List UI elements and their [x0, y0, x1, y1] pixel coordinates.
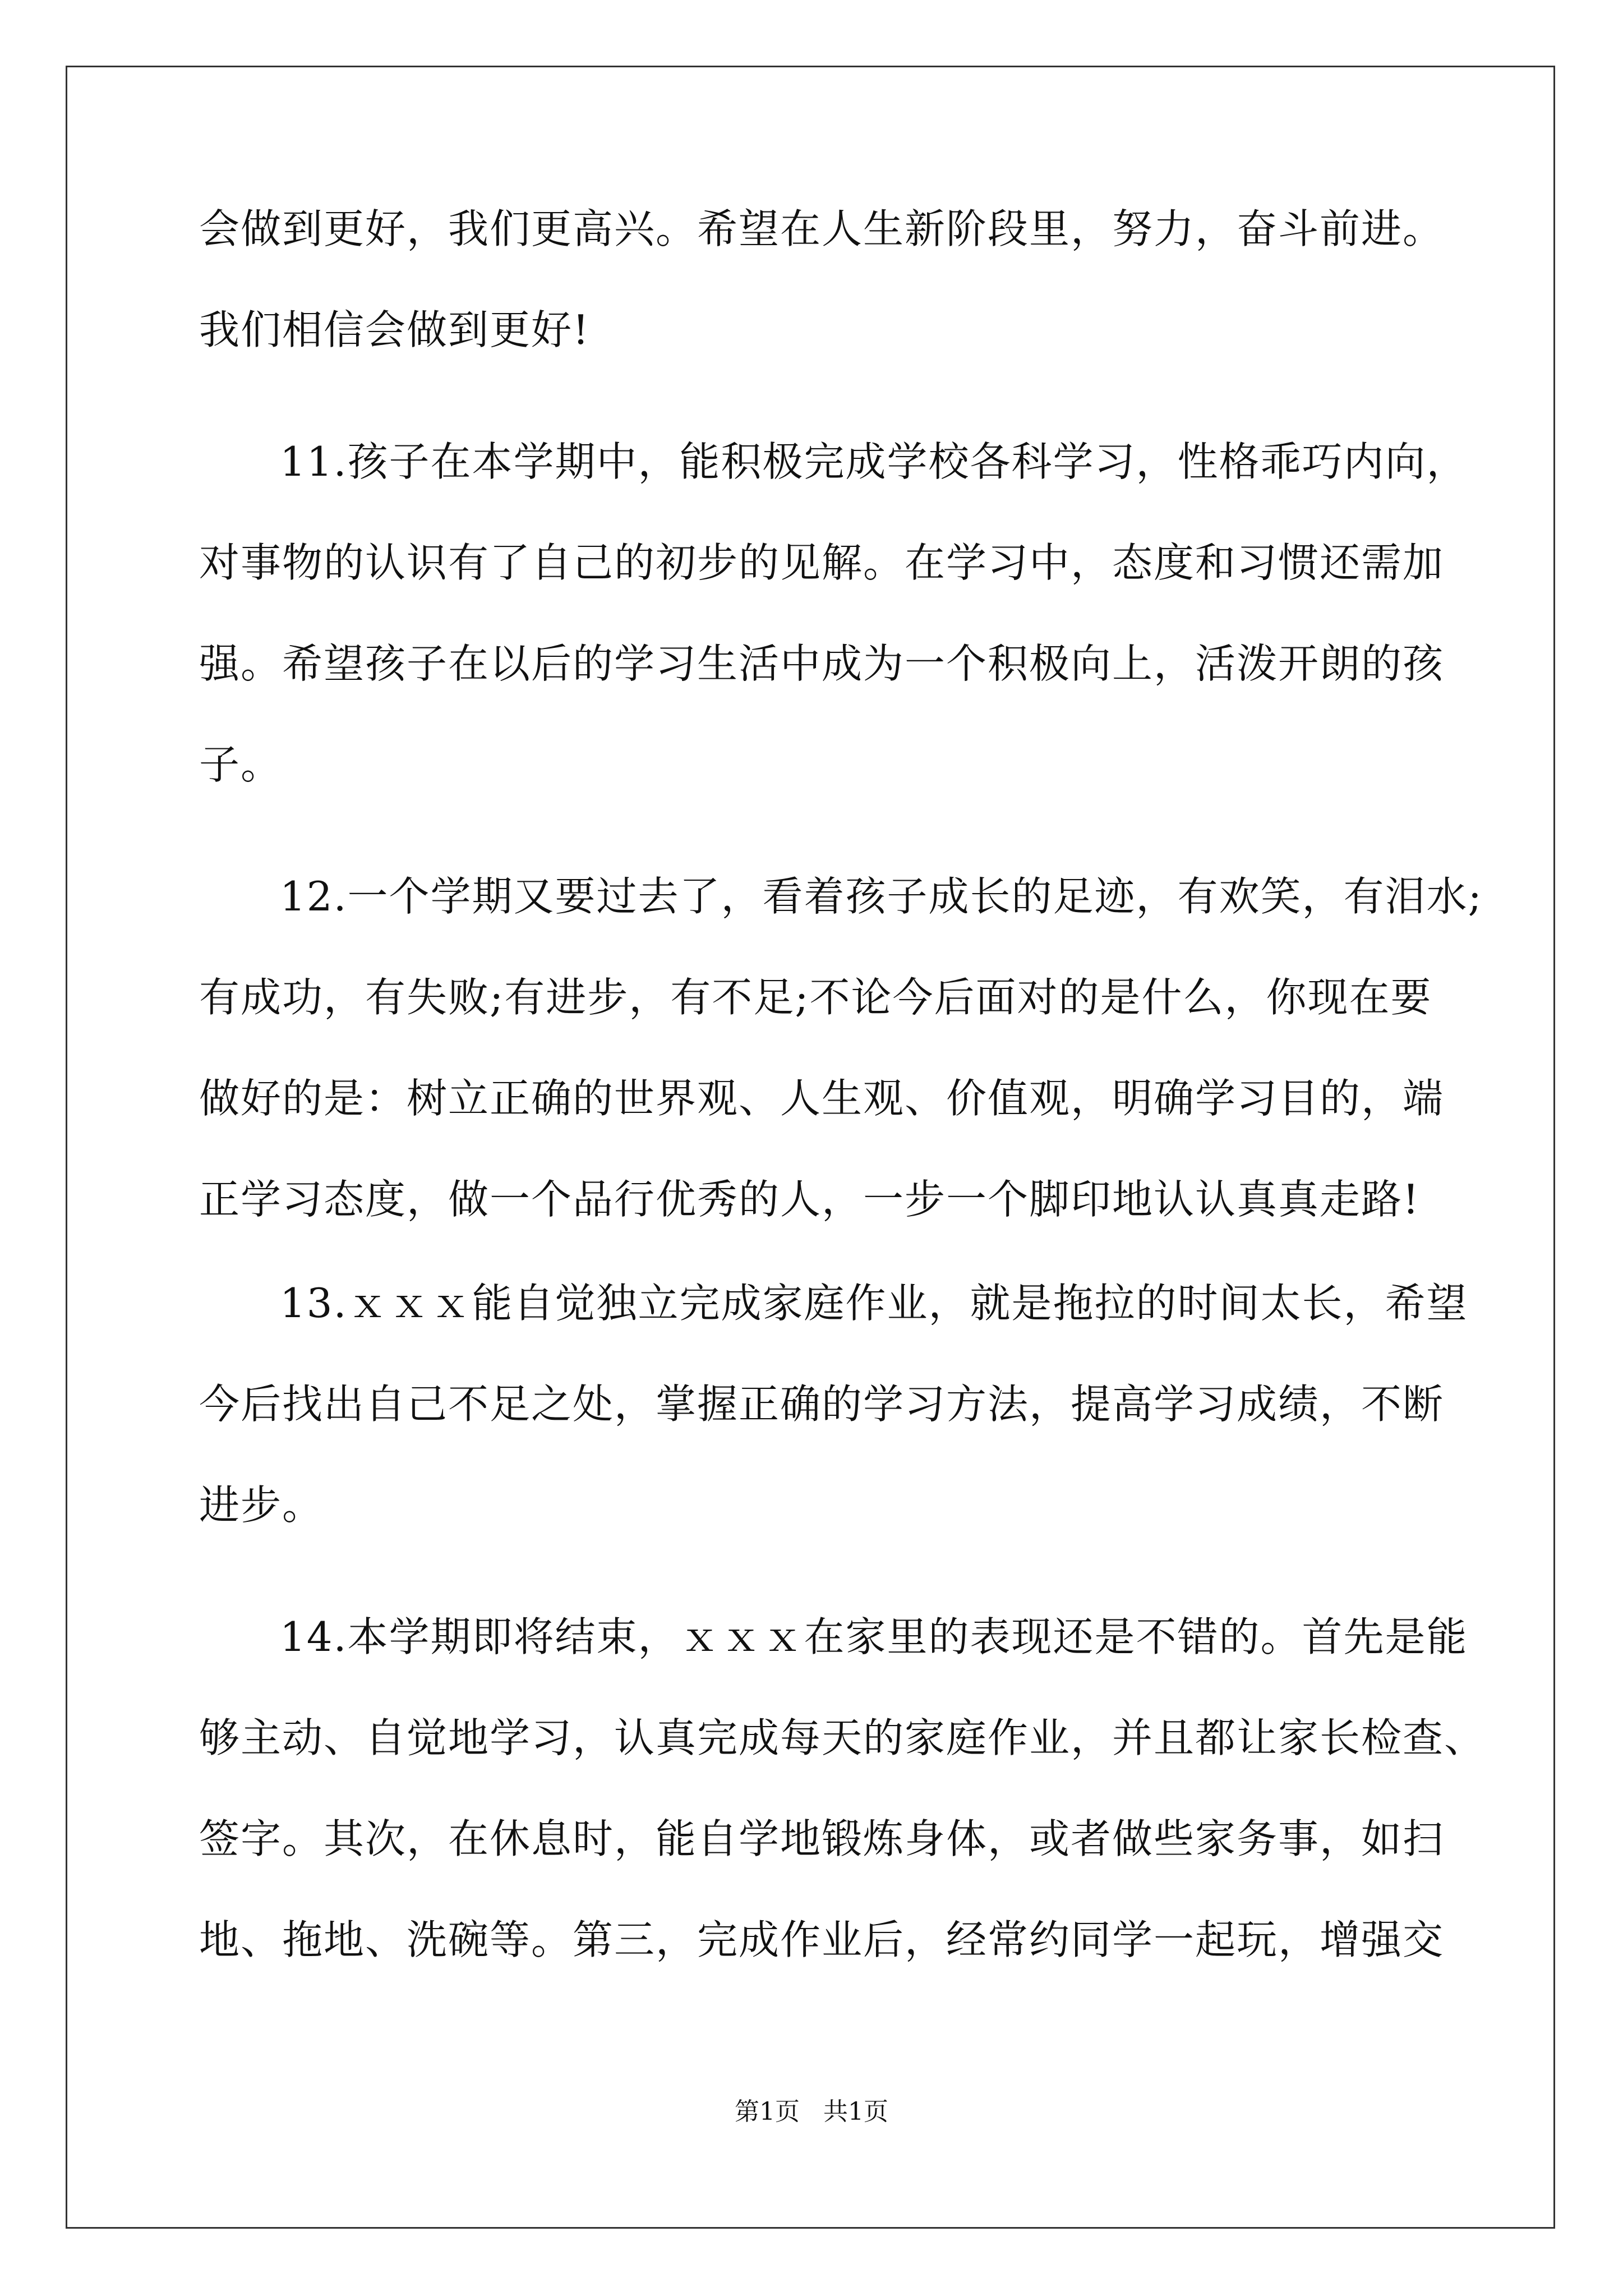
text-line: 强。希望孩子在以后的学习生活中成为一个积极向上，活泼开朗的孩 [199, 640, 1445, 687]
paragraph-12-start: 12.一个学期又要过去了，看着孩子成长的足迹，有欢笑，有泪水; [280, 873, 1483, 920]
text-line: 会做到更好，我们更高兴。希望在人生新阶段里，努力，奋斗前进。 [199, 205, 1445, 252]
page-border [66, 66, 1555, 2229]
text-line: 子。 [199, 741, 283, 788]
text-line: 正学习态度，做一个品行优秀的人，一步一个脚印地认认真真走路! [199, 1176, 1420, 1223]
text-line: 进步。 [199, 1481, 324, 1529]
text-line: 地、拖地、洗碗等。第三，完成作业后，经常约同学一起玩，增强交 [199, 1916, 1445, 1963]
paragraph-14-start: 14.本学期即将结束，ｘｘｘ在家里的表现还是不错的。首先是能 [280, 1613, 1468, 1660]
paragraph-13-start: 13.ｘｘｘ能自觉独立完成家庭作业，就是拖拉的时间太长，希望 [280, 1280, 1468, 1327]
text-line: 我们相信会做到更好! [199, 306, 590, 353]
text-line: 对事物的认识有了自己的初步的见解。在学习中，态度和习惯还需加 [199, 539, 1445, 586]
page-footer: 第1页 共1页 [735, 2097, 888, 2126]
paragraph-11-start: 11.孩子在本学期中，能积极完成学校各科学习，性格乖巧内向， [280, 438, 1468, 485]
text-line: 做好的是：树立正确的世界观、人生观、价值观，明确学习目的，端 [199, 1075, 1445, 1122]
text-line: 今后找出自己不足之处，掌握正确的学习方法，提高学习成绩，不断 [199, 1381, 1445, 1428]
text-line: 够主动、自觉地学习，认真完成每天的家庭作业，并且都让家长检查、 [199, 1714, 1486, 1761]
text-line: 有成功，有失败;有进步，有不足;不论今后面对的是什么，你现在要 [199, 974, 1432, 1021]
text-line: 签字。其次，在休息时，能自学地锻炼身体，或者做些家务事，如扫 [199, 1815, 1445, 1862]
